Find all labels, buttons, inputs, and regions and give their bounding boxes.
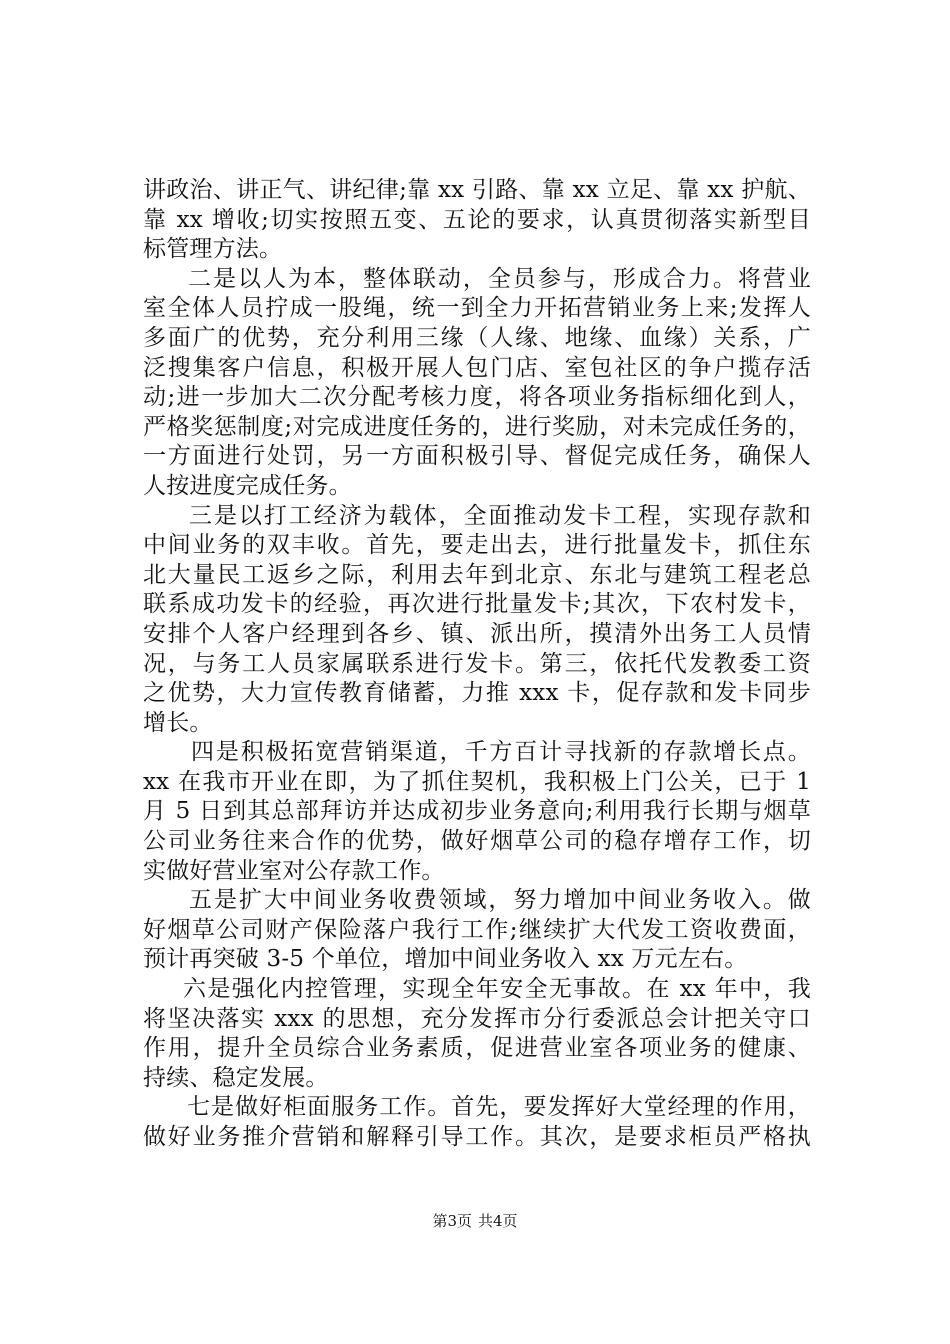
text-line: 靠 xx 增收;切实按照五变、五论的要求，认真贯彻落实新型目 (143, 206, 811, 233)
text-line: 好烟草公司财产保险落户我行工作;继续扩大代发工资收费面， (143, 916, 811, 943)
text-line: 室全体人员拧成一股绳，统一到全力开拓营销业务上来;发挥人 (143, 295, 811, 322)
text-line: 严格奖惩制度;对完成进度任务的，进行奖励，对未完成任务的， (143, 413, 811, 440)
paragraph-start-line: 六是强化内控管理，实现全年安全无事故。在 xx 年中，我 (183, 976, 811, 1003)
text-line: 讲政治、讲正气、讲纪律;靠 xx 引路、靠 xx 立足、靠 xx 护航、 (143, 177, 811, 203)
text-line: 将坚决落实 xxx 的思想，充分发挥市分行委派总会计把关守口 (143, 1005, 811, 1032)
text-line: 一方面进行处罚，另一方面积极引导、督促完成任务，确保人 (143, 443, 811, 470)
text-line: 联系成功发卡的经验，再次进行批量发卡;其次，下农村发卡， (143, 591, 811, 618)
text-line: 中间业务的双丰收。首先，要走出去，进行批量发卡，抓住东 (143, 532, 811, 559)
text-line: 泛搜集客户信息，积极开展人包门店、室包社区的争户揽存活 (143, 354, 811, 381)
page-footer (0, 1211, 950, 1231)
text-line: 标管理方法。 (143, 236, 283, 263)
paragraph-start-line: 七是做好柜面服务工作。首先，要发挥好大堂经理的作用， (187, 1094, 811, 1121)
text-line: 做好业务推介营销和解释引导工作。其次，是要求柜员严格执 (143, 1124, 811, 1150)
text-line: 动;进一步加大二次分配考核力度，将各项业务指标细化到人， (143, 384, 811, 411)
text-line: 月 5 日到其总部拜访并达成初步业务意向;利用我行长期与烟草 (143, 798, 811, 825)
text-line: 作用，提升全员综合业务素质，促进营业室各项业务的健康、 (143, 1035, 811, 1062)
text-line: 实做好营业室对公存款工作。 (143, 857, 445, 884)
text-line: 预计再突破 3-5 个单位，增加中间业务收入 xx 万元左右。 (143, 946, 748, 973)
text-line: xx 在我市开业在即，为了抓住契机，我积极上门公关，已于 1 (143, 768, 811, 795)
paragraph-start-line: 三是以打工经济为载体，全面推动发卡工程，实现存款和 (189, 502, 811, 529)
text-line: 多面广的优势，充分利用三缘（人缘、地缘、血缘）关系，广 (143, 324, 811, 351)
text-line: 增长。 (143, 709, 213, 736)
paragraph-start-line: 二是以人为本，整体联动，全员参与，形成合力。将营业 (188, 265, 811, 292)
paragraph-start-line: 四是积极拓宽营销渠道，千方百计寻找新的存款增长点。 (191, 739, 811, 766)
text-line: 持续、稳定发展。 (143, 1064, 329, 1091)
paragraph-start-line: 五是扩大中间业务收费领域，努力增加中间业务收入。做 (189, 887, 811, 914)
document-body (143, 176, 811, 1153)
page-total: 共4页 (478, 1212, 518, 1230)
text-line: 之优势，大力宣传教育储蓄，力推 xxx 卡，促存款和发卡同步 (143, 680, 811, 707)
text-line: 北大量民工返乡之际，利用去年到北京、东北与建筑工程老总 (143, 561, 811, 588)
text-line: 公司业务往来合作的优势，做好烟草公司的稳存增存工作，切 (143, 828, 811, 855)
text-line: 况，与务工人员家属联系进行发卡。第三，依托代发教委工资 (143, 650, 811, 677)
page-number: 第3页 (432, 1212, 472, 1230)
text-line: 安排个人客户经理到各乡、镇、派出所，摸清外出务工人员情 (143, 620, 811, 647)
text-line: 人按进度完成任务。 (143, 472, 352, 499)
